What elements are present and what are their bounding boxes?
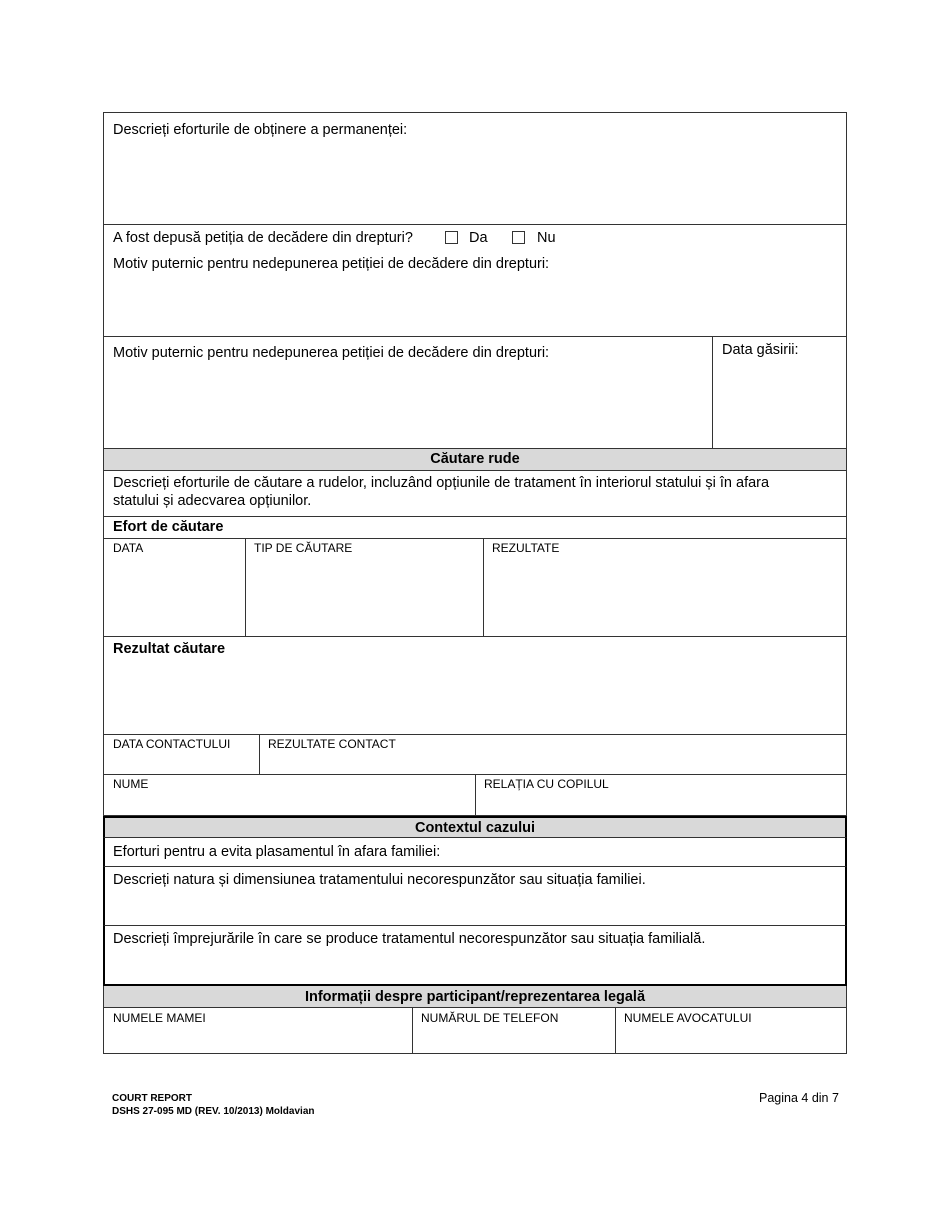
col-type: TIP DE CĂUTARE	[254, 541, 353, 555]
contact-row	[103, 735, 847, 775]
effort-section	[103, 517, 847, 539]
reason-date-section	[103, 337, 847, 449]
permanency-section[interactable]	[103, 112, 847, 225]
name-label: NUME	[113, 777, 149, 791]
participant-header	[103, 986, 847, 1008]
name-relation-row	[103, 775, 847, 816]
avoid-placement-label: Eforturi pentru a evita plasamentul în afara familiei:	[113, 844, 441, 860]
effort-label: Efort de căutare	[113, 519, 224, 535]
petition-question: A fost depusă petiția de decădere din drepturi?	[113, 230, 413, 246]
contact-divider	[259, 735, 260, 774]
page-number: Pagina 4 din 7	[759, 1091, 839, 1105]
context-header-text: Contextul cazului	[414, 820, 536, 836]
reason2-label: Motiv puternic pentru nedepunerea petiției de decădere din drepturi:	[113, 345, 550, 361]
nature-section[interactable]	[103, 867, 847, 926]
search-result-label: Rezultat căutare	[113, 641, 226, 657]
avoid-placement-section[interactable]	[103, 838, 847, 867]
participant-row	[103, 1008, 847, 1054]
footer-left	[112, 1092, 315, 1118]
footer-title: COURT REPORT	[112, 1093, 192, 1104]
relatives-describe-line2: statului și adecvarea opțiunilor.	[113, 493, 312, 509]
petition-reason-label: Motiv puternic pentru nedepunerea petiției de decădere din drepturi:	[113, 256, 550, 272]
search-result-section[interactable]	[103, 637, 847, 735]
yes-checkbox[interactable]	[445, 231, 458, 244]
column-divider	[712, 337, 713, 448]
petition-section	[103, 225, 847, 337]
circumstances-section[interactable]	[103, 926, 847, 986]
context-header	[103, 816, 847, 838]
phone-label: NUMĂRUL DE TELEFON	[421, 1011, 559, 1025]
permanency-label: Descrieți eforturile de obținere a permanenței:	[113, 122, 408, 138]
relatives-describe-section[interactable]	[103, 471, 847, 517]
col-divider-1	[245, 539, 246, 636]
col-results: REZULTATE	[492, 541, 560, 555]
name-divider	[475, 775, 476, 815]
search-table	[103, 539, 847, 637]
nature-label: Descrieți natura și dimensiunea tratamentului necorespunzător sau situația familiei.	[113, 872, 646, 888]
date-found-label: Data găsirii:	[722, 342, 799, 358]
contact-date-label: DATA CONTACTULUI	[113, 737, 231, 751]
contact-results-label: REZULTATE CONTACT	[268, 737, 396, 751]
relatives-header	[103, 449, 847, 471]
relatives-describe-line1: Descrieți eforturile de căutare a rudelor, incluzând opțiunile de tratament în interiorul statului și în afara	[113, 475, 770, 491]
participant-divider-1	[412, 1008, 413, 1053]
relatives-header-text: Căutare rude	[430, 451, 520, 467]
col-date: DATA	[113, 541, 144, 555]
yes-label: Da	[469, 230, 488, 246]
no-label: Nu	[537, 230, 556, 246]
mother-name-label: NUMELE MAMEI	[113, 1011, 206, 1025]
participant-header-text: Informații despre participant/reprezentarea legală	[304, 989, 646, 1005]
circumstances-label: Descrieți împrejurările în care se produce tratamentul necorespunzător sau situația familială.	[113, 931, 706, 947]
no-checkbox[interactable]	[512, 231, 525, 244]
relation-label: RELAȚIA CU COPILUL	[484, 777, 609, 791]
footer-form-id: DSHS 27-095 MD (REV. 10/2013) Moldavian	[112, 1106, 315, 1117]
participant-divider-2	[615, 1008, 616, 1053]
attorney-label: NUMELE AVOCATULUI	[624, 1011, 752, 1025]
col-divider-2	[483, 539, 484, 636]
